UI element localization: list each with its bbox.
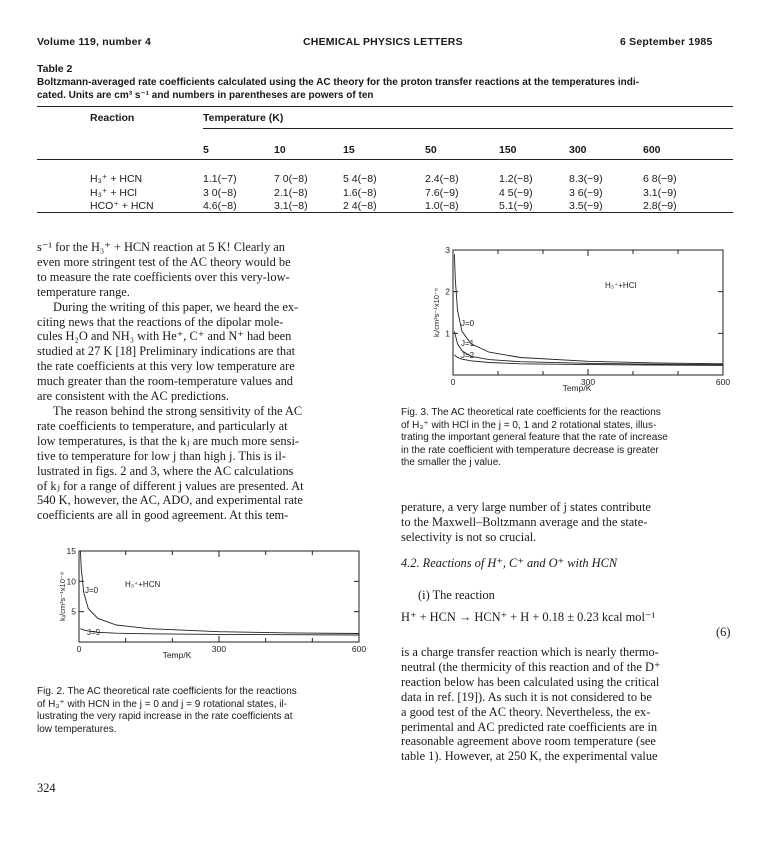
text-line: are consistent with the AC predictions. bbox=[37, 389, 230, 404]
table-cell: 7 0(−8) bbox=[274, 173, 308, 185]
text-line: rate coefficients to temperature, and particularly at bbox=[37, 418, 288, 433]
table-cell: 1.2(−8) bbox=[499, 173, 533, 185]
series-label: J=2 bbox=[461, 351, 475, 360]
text-line: studied at 27 K [18] Preliminary indications are that bbox=[37, 344, 296, 359]
left-column-text bbox=[37, 240, 382, 523]
text-line: of kⱼ for a range of different j values are presented. At bbox=[37, 478, 304, 493]
table-temperature-cell: 10 bbox=[274, 144, 286, 156]
table-cell: 3 0(−8) bbox=[203, 186, 237, 199]
text-line: perature, a very large number of j states contribute bbox=[401, 500, 651, 514]
plot-frame bbox=[79, 551, 359, 642]
y-tick-label: 15 bbox=[66, 546, 76, 556]
table-temperature-cell: 150 bbox=[499, 144, 517, 156]
page-number: 324 bbox=[37, 781, 56, 795]
series-label: J=1 bbox=[461, 339, 475, 348]
x-tick-label: 0 bbox=[450, 377, 456, 387]
x-tick-label: 300 bbox=[580, 377, 596, 387]
right-column-text-a bbox=[401, 500, 736, 545]
y-tick-label: 5 bbox=[71, 606, 76, 617]
running-header-journal: CHEMICAL PHYSICS LETTERS bbox=[303, 36, 463, 48]
caption-line: in the rate coefficient with temperature decrease is greater bbox=[401, 444, 659, 456]
table-cell: 3.1(−8) bbox=[274, 200, 308, 212]
text-line: is a charge transfer reaction which is nearly thermo- bbox=[401, 645, 659, 659]
chart-annotation: H₃⁺+HCl bbox=[605, 281, 637, 290]
table-temperature-rule bbox=[203, 128, 733, 129]
table-col-reaction: Reaction bbox=[90, 112, 135, 124]
caption-line: of H₃⁺ with HCl in the j = 0, 1 and 2 rotational states, illus- bbox=[401, 419, 657, 431]
text-line: During the writing of this paper, we heard the ex- bbox=[53, 299, 299, 314]
text-line: the rate coefficients at this very low temperature are bbox=[37, 359, 295, 374]
table-temperature-cell: 5 bbox=[203, 144, 209, 156]
y-tick-label: 1 bbox=[445, 328, 450, 339]
table-cell: 6 8(−9) bbox=[643, 173, 677, 185]
running-header-volume: Volume 119, number 4 bbox=[37, 36, 152, 48]
x-axis-label: Temp/K bbox=[162, 650, 192, 660]
text-line: neutral (the thermicity of this reaction and of the D⁺ bbox=[401, 659, 661, 674]
table-cell: 4.6(−8) bbox=[203, 200, 237, 212]
caption-line: the smaller the j value. bbox=[401, 457, 502, 468]
table-temperature-cell: 600 bbox=[643, 144, 661, 156]
x-tick-label: 600 bbox=[351, 644, 367, 654]
table-temperature-cell: 300 bbox=[569, 144, 587, 156]
table-top-rule bbox=[37, 106, 733, 107]
table-row-reaction: H₃⁺ + HCl bbox=[90, 186, 137, 199]
text-line: a good test of the AC theory. Nevertheless, the ex- bbox=[401, 704, 651, 719]
text-line: 540 K, however, the AC, ADO, and experimental rate bbox=[37, 493, 303, 508]
text-line: to measure the rate coefficients over this very-low- bbox=[37, 269, 290, 284]
text-line: low temperatures, is that the kⱼ are much more sensi- bbox=[37, 433, 300, 448]
text-line: even more stringent test of the AC theory would be bbox=[37, 254, 291, 269]
table-cell: 8.3(−9) bbox=[569, 173, 603, 185]
table-cell: 7.6(−9) bbox=[425, 186, 459, 199]
text-line: tive to temperature for low j than high j. This is il- bbox=[37, 448, 286, 463]
series-label: J=9 bbox=[87, 628, 101, 637]
text-line: s⁻¹ for the H₃⁺ + HCN reaction at 5 K! Clearly an bbox=[37, 240, 285, 254]
running-header-date: 6 September 1985 bbox=[620, 36, 713, 48]
text-line: table 1). However, at 250 K, the experimental value bbox=[401, 749, 658, 764]
table-label: Table 2 bbox=[37, 63, 73, 75]
figure-3-chart bbox=[395, 240, 740, 400]
table-cell: 4 5(−9) bbox=[499, 186, 533, 199]
table-cell: 5 4(−8) bbox=[343, 173, 377, 185]
plot-frame bbox=[453, 250, 723, 375]
text-line: reaction below has been calculated using the critical bbox=[401, 674, 660, 689]
right-column-text-b bbox=[401, 645, 736, 764]
x-tick-label: 600 bbox=[715, 377, 731, 387]
caption-line: of H₃⁺ with HCN in the j = 0 and j = 9 rotational states, il- bbox=[37, 698, 288, 710]
equation: H⁺ + HCN → HCN⁺ + H + 0.18 ± 0.23 kcal mol⁻¹ bbox=[401, 610, 656, 624]
y-tick-label: 3 bbox=[445, 245, 450, 255]
table-cell: 2.1(−8) bbox=[274, 186, 308, 199]
text-line: temperature range. bbox=[37, 284, 130, 299]
equation-number: (6) bbox=[716, 625, 731, 639]
table-cell: 3 6(−9) bbox=[569, 186, 603, 199]
table-row-reaction: H₃⁺ + HCN bbox=[90, 173, 143, 185]
y-axis-label: kⱼ/cm³s⁻¹x10⁻⁹ bbox=[58, 571, 67, 622]
y-tick-label: 2 bbox=[445, 286, 450, 297]
table-caption-line1: Boltzmann-averaged rate coefficients calculated using the AC theory for the proton transfer reactions at the temperatures indi- bbox=[37, 77, 639, 88]
figure-3-caption bbox=[401, 407, 736, 470]
series-line-j-0 bbox=[454, 254, 723, 364]
table-cell: 1.6(−8) bbox=[343, 186, 377, 199]
series-line-j-1 bbox=[454, 331, 723, 364]
text-line: The reason behind the strong sensitivity of the AC bbox=[53, 403, 303, 418]
table-cell: 2.8(−9) bbox=[643, 200, 677, 212]
table-temperature-cell: 50 bbox=[425, 144, 437, 156]
table-cell: 2.4(−8) bbox=[425, 173, 459, 185]
y-tick-label: 10 bbox=[66, 576, 76, 587]
x-tick-label: 300 bbox=[211, 644, 227, 654]
text-line: lustrated in figs. 2 and 3, where the AC calculations bbox=[37, 463, 294, 478]
text-line: data in ref. [19]). As such it is not considered to be bbox=[401, 689, 652, 704]
series-label: J=0 bbox=[85, 586, 99, 595]
text-line: to the Maxwell–Boltzmann average and the state- bbox=[401, 514, 648, 529]
subsection-label: (i) The reaction bbox=[418, 588, 495, 602]
table-col-temperature: Temperature (K) bbox=[203, 112, 284, 124]
chart-annotation: H₃⁺+HCN bbox=[125, 580, 161, 589]
series-line-j-0 bbox=[80, 551, 359, 634]
x-tick-label: 0 bbox=[76, 644, 82, 654]
caption-line: Fig. 3. The AC theoretical rate coefficients for the reactions bbox=[401, 407, 661, 418]
figure-2-chart bbox=[37, 545, 382, 660]
table-row-reaction: HCO⁺ + HCN bbox=[90, 200, 154, 212]
table-caption-line2: cated. Units are cm³ s⁻¹ and numbers in parentheses are powers of ten bbox=[37, 90, 374, 101]
table-bottom-rule bbox=[37, 212, 733, 213]
text-line: selectivity is not so crucial. bbox=[401, 529, 537, 544]
text-line: perimental and AC predicted rate coefficients are in bbox=[401, 719, 658, 734]
table-header-rule bbox=[37, 159, 733, 160]
text-line: citing news that the reactions of the dipolar mole- bbox=[37, 314, 284, 329]
table-cell: 1.1(−7) bbox=[203, 173, 237, 185]
table-cell: 3.1(−9) bbox=[643, 186, 677, 199]
caption-line: low temperatures. bbox=[37, 723, 117, 735]
caption-line: Fig. 2. The AC theoretical rate coefficients for the reactions bbox=[37, 686, 297, 697]
table-cell: 5.1(−9) bbox=[499, 200, 533, 212]
caption-line: trating the important general feature that the rate of increase bbox=[401, 432, 668, 443]
x-axis-label: Temp/K bbox=[562, 383, 592, 393]
y-axis-label: kⱼ/cm³s⁻¹x10⁻⁸ bbox=[432, 287, 441, 338]
text-line: coefficients are all in good agreement. At this tem- bbox=[37, 508, 289, 523]
table-temperature-cell: 15 bbox=[343, 144, 355, 156]
text-line: reasonable agreement above room temperature (see bbox=[401, 734, 656, 749]
caption-line: lustrating the very rapid increase in the rate coefficients at bbox=[37, 711, 293, 722]
table-cell: 3.5(−9) bbox=[569, 200, 603, 212]
series-label: J=0 bbox=[461, 319, 475, 328]
figure-2-caption bbox=[37, 686, 367, 736]
table-cell: 1.0(−8) bbox=[425, 200, 459, 212]
table-cell: 2 4(−8) bbox=[343, 200, 377, 212]
text-line: cules H₂O and NH₃ with He⁺, C⁺ and N⁺ had been bbox=[37, 329, 292, 344]
text-line: much greater than the room-temperature values and bbox=[37, 374, 293, 389]
section-heading: 4.2. Reactions of H⁺, C⁺ and O⁺ with HCN bbox=[401, 556, 618, 570]
